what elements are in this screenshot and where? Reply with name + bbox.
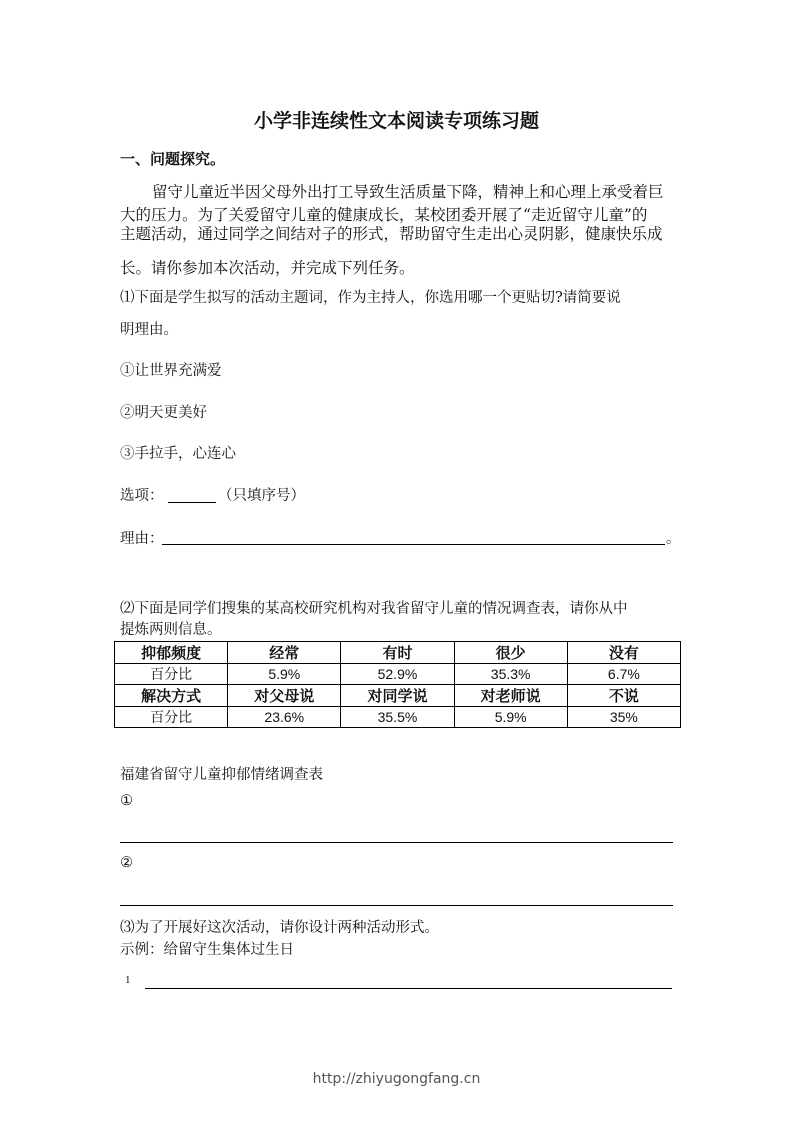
table-cell: 不说 [567,685,680,707]
table-cell: 百分比 [115,664,228,685]
q1-option-3: ③手拉手，心连心 [120,446,236,462]
section-heading: 一、问题探究。 [120,150,226,168]
reason-end-mark: 。 [666,531,681,547]
q2-prompt-line-1: ⑵下面是同学们搜集的某高校研究机构对我省留守儿童的情况调查表，请你从中 [120,601,628,617]
page-title: 小学非连续性文本阅读专项练习题 [253,110,539,132]
survey-table [114,641,681,728]
table-cell: 52.9% [341,664,454,685]
table-cell: 23.6% [228,707,341,728]
q3-answer-mark: 1 [125,974,131,986]
table-caption: 福建省留守儿童抑郁情绪调查表 [120,767,323,783]
table-cell: 对老师说 [454,685,567,707]
table-cell: 解决方式 [115,685,228,707]
table-row [115,664,681,685]
q3-answer-line[interactable] [145,988,672,989]
table-cell: 对父母说 [228,685,341,707]
q3-prompt: ⑶为了开展好这次活动，请你设计两种活动形式。 [120,920,439,936]
table-cell: 6.7% [567,664,680,685]
table-cell: 5.9% [228,664,341,685]
choice-answer-blank[interactable] [168,502,216,503]
intro-line-2: 大的压力。为了关爱留守儿童的健康成长，某校团委开展了“走近留守儿童”的 [120,206,648,224]
table-cell: 经常 [228,642,341,664]
q1-option-2: ②明天更美好 [120,405,207,421]
table-cell: 百分比 [115,707,228,728]
q2-answer-mark-1: ① [120,793,133,809]
footer-url: http://zhiyugongfang.cn [312,1071,481,1087]
table-cell: 对同学说 [341,685,454,707]
q1-prompt-line-1: ⑴下面是学生拟写的活动主题词，作为主持人，你选用哪一个更贴切?请简要说 [120,290,621,306]
reason-answer-blank[interactable] [162,544,665,545]
intro-line-3: 主题活动，通过同学之间结对子的形式，帮助留守生走出心灵阴影，健康快乐成 [120,225,663,243]
table-cell: 没有 [567,642,680,664]
choice-label: 选项： [120,488,164,504]
q2-answer-line-2[interactable] [120,905,673,906]
table-cell: 很少 [454,642,567,664]
table-row [115,642,681,664]
table-cell: 5.9% [454,707,567,728]
intro-line-1: 留守儿童近半因父母外出打工导致生活质量下降，精神上和心理上承受着巨 [152,183,664,201]
intro-line-4: 长。请你参加本次活动，并完成下列任务。 [120,259,415,277]
table-cell: 35% [567,707,680,728]
table-cell: 抑郁频度 [115,642,228,664]
reason-label: 理由： [120,531,164,547]
table-cell: 有时 [341,642,454,664]
choice-note: （只填序号） [218,488,305,504]
table-row [115,685,681,707]
q2-answer-mark-2: ② [120,855,133,871]
table-cell: 35.5% [341,707,454,728]
q3-example: 示例：给留守生集体过生日 [120,942,294,958]
table-row [115,707,681,728]
q1-option-1: ①让世界充满爱 [120,363,222,379]
q2-prompt-line-2: 提炼两则信息。 [120,622,222,638]
q2-answer-line-1[interactable] [120,842,673,843]
q1-prompt-line-2: 明理由。 [120,322,178,338]
table-cell: 35.3% [454,664,567,685]
